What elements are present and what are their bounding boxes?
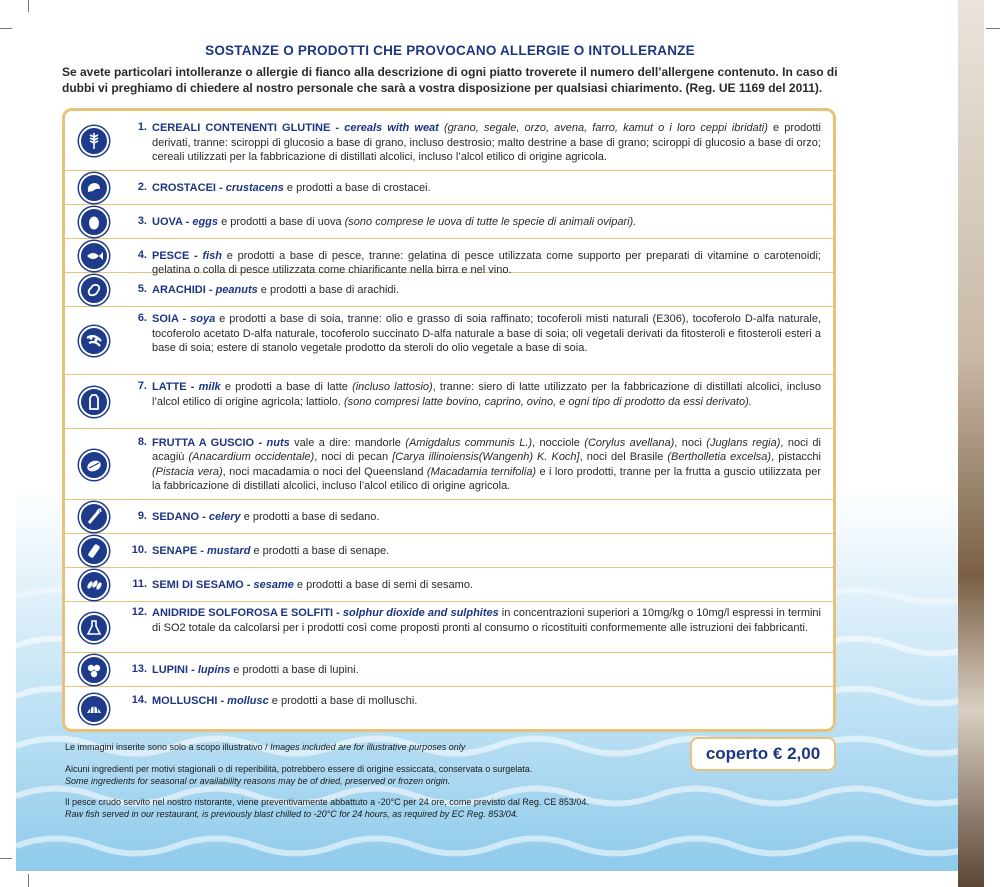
wheat-icon (79, 126, 109, 156)
allergen-name: LUPINI - (152, 663, 198, 676)
allergen-text-segment: (Bertholletia excelsa) (667, 451, 772, 463)
allergen-row (65, 500, 833, 534)
allergen-description (152, 215, 821, 230)
allergen-description (152, 578, 821, 593)
allergen-number: 7. (137, 380, 147, 393)
allergen-text-segment: , noci di pecan (314, 451, 393, 463)
allergen-description (152, 283, 821, 298)
allergen-name-en: solphur dioxide and sulphites (342, 607, 499, 619)
allergen-text-segment: , noci (674, 436, 707, 449)
allergen-text-segment: , noci macadamia o noci del Queensland (222, 465, 427, 478)
mustard-icon (79, 536, 109, 566)
sulphite-flask-icon (79, 613, 109, 643)
allergen-number: 5. (137, 282, 147, 295)
fish-note-it: Il pesce crudo servito nel nostro ristorante, viene preventivamente abbattuto a -20°C per 24 ore, come previsto dal Reg. CE 853/04. (65, 797, 589, 807)
allergen-text-segment: e prodotti a base di pesce, tranne: gelatina di pesce utilizzata come supporto per preparati di vitamine o carotenoidi; gelatina o colla di pesce utilizzata come chiarificante nella birra e nel vino. (152, 249, 821, 277)
allergen-row (65, 205, 833, 239)
allergen-name-en: fish (202, 249, 223, 262)
allergen-row (65, 534, 833, 568)
allergen-row (65, 171, 833, 205)
allergen-row (65, 653, 833, 687)
allergen-name: SOIA - (152, 313, 191, 325)
fish-icon (79, 241, 109, 271)
allergen-name-en: mollusc (227, 695, 269, 707)
allergen-row (65, 687, 833, 730)
allergen-text-segment: , pistacchi (771, 451, 821, 463)
crop-mark (986, 28, 1000, 29)
sesame-icon (79, 570, 109, 600)
allergen-text-segment: (sono compresi latte bovino, caprino, ovino, e ogni tipo di prodotto da essi derivato). (343, 395, 752, 408)
allergen-text-segment: vale a dire: mandorle (289, 436, 406, 449)
allergen-description (152, 181, 821, 196)
crop-mark (28, 874, 29, 887)
crop-mark (28, 0, 29, 12)
allergen-text-segment: e prodotti a base di semi di sesamo. (293, 578, 473, 591)
allergen-text-segment: (Anacardium occidentale) (188, 451, 315, 463)
allergen-row (65, 111, 833, 171)
allergen-row (65, 375, 833, 429)
soy-icon (79, 326, 109, 356)
allergen-name-en: celery (208, 510, 241, 523)
allergen-number: 12. (131, 606, 147, 618)
allergen-name: CROSTACEI - (152, 181, 226, 194)
allergen-row (65, 307, 833, 375)
allergen-name-en: nuts (266, 436, 290, 449)
allergen-text-segment: (Corylus avellana) (584, 436, 675, 449)
allergen-text-segment: (incluso lattosio) (352, 381, 433, 394)
allergen-text-segment: (Pistacia vera) (152, 465, 223, 478)
allergen-name-en: soya (190, 313, 216, 325)
crustacean-icon (79, 173, 109, 203)
allergen-description (152, 380, 821, 409)
footer-fish-note (65, 797, 589, 820)
allergen-text-segment: (Amigdalus communis L.) (405, 436, 533, 449)
allergen-text-segment: in concentrazioni superiori a 10mg/kg o 10mg/l espressi in termini di SO2 totale da calcolarsi per i prodotti così come proposti pronti al consumo o ricostituiti conformemente alle istruzioni dei fabbricanti. (152, 607, 821, 634)
allergen-text-segment: , tranne: siero di latte utilizzato per la fabbricazione di distillati alcolici, incluso l’alcol etilico di origine agricola; lattiolo. (152, 381, 821, 408)
allergen-name: UOVA - (152, 215, 193, 228)
allergen-text-segment: , noci di acagiù (152, 436, 821, 463)
nut-icon (79, 450, 109, 480)
allergen-name-en: crustacens (225, 181, 284, 194)
allergen-text-segment: e prodotti a base di molluschi. (268, 695, 418, 707)
season-note-it: Alcuni ingredienti per motivi stagionali o di reperibilità, potrebbero essere di origine essiccata, conservata o surgelata. (65, 764, 533, 774)
allergen-name: CEREALI CONTENENTI GLUTINE - (152, 122, 345, 134)
allergen-number: 14. (131, 694, 147, 706)
allergen-text-segment: (Macadamia ternifolia) (426, 465, 537, 478)
allergen-name: FRUTTA A GUSCIO - (152, 436, 267, 449)
allergen-list (62, 108, 836, 732)
allergen-name-en: lupins (197, 663, 231, 676)
allergen-text-segment: e prodotti a base di crostacei. (283, 181, 431, 194)
allergen-name: ANIDRIDE SOLFOROSA E SOLFITI - (152, 607, 343, 619)
crop-mark (0, 858, 12, 859)
allergen-text-segment: e i loro prodotti, tranne per la frutta a guscio utilizzata per la fabbricazione di distillati alcolici, incluso l’alcol etilico di origine agricola. (152, 465, 821, 492)
intro-paragraph: Se avete particolari intolleranze o allergie di fianco alla descrizione di ogni piatto troverete il numero dell’allergene contenuto. In caso di dubbi vi preghiamo di chiedere al nostro personale che sarà a vostra disposizione per qualsiasi chiarimento. (Reg. UE 1169 del 2011). (62, 65, 838, 95)
allergen-row (65, 602, 833, 653)
allergen-name: SENAPE - (152, 544, 208, 557)
peanut-icon (79, 275, 109, 305)
allergen-number: 13. (131, 662, 147, 675)
allergen-row (65, 429, 833, 500)
allergen-name: SEMI DI SESAMO - (152, 578, 254, 591)
allergen-name: SEDANO - (152, 510, 209, 523)
allergen-name: ARACHIDI - (152, 283, 216, 296)
allergen-text-segment: , nocciole (532, 436, 585, 449)
page-title: SOSTANZE O PRODOTTI CHE PROVOCANO ALLERGIE O INTOLLERANZE (205, 43, 695, 58)
allergen-row (65, 568, 833, 602)
allergen-name-en: mustard (207, 544, 251, 557)
shell-icon (79, 694, 109, 724)
egg-icon (79, 207, 109, 237)
allergen-number: 8. (137, 435, 147, 448)
allergen-number: 10. (131, 543, 147, 556)
allergen-text-segment: e prodotti a base di senape. (250, 544, 390, 557)
allergen-name-en: eggs (192, 215, 219, 228)
allergen-name-en: peanuts (215, 283, 258, 296)
fish-note-en: Raw fish served in our restaurant, is previously blast chilled to -20°C for 24 hours, as required by EC Reg. 853/04. (65, 808, 519, 819)
allergen-name: LATTE - (152, 381, 199, 394)
allergen-text-segment: , noci del Brasile (579, 451, 668, 463)
allergen-text-segment: (grano, segale, orzo, avena, farro, kamut o i loro ceppi ibridati) (438, 122, 768, 134)
allergen-number: 9. (137, 509, 147, 522)
allergen-row (65, 273, 833, 307)
allergen-description (152, 510, 821, 525)
celery-icon (79, 502, 109, 532)
allergen-text-segment: e prodotti a base di soia, tranne: olio e grasso di soia raffinato; tocoferoli misti naturali (E306), tocoferolo D-alfa naturale, tocoferolo acetato D-alfa naturale, tocoferolo succinato D-alfa naturale a base di soia; oli vegetali derivati da fitosteroli e fitosteroli esteri a base di soia; estere di stanolo vegetale prodotto da steroli do olio vegetale a base di soia. (152, 313, 821, 354)
allergen-description (152, 436, 821, 494)
allergen-text-segment: e prodotti derivati, tranne: sciroppi di glucosio a base di grano, incluso destrosio; malto destrine a base di grano; sciroppi di glucosio a base di orzo; cereali utilizzati per la fabbricazione di distillati alcolici, incluso l’alcol etilico di origine agricola. (152, 122, 821, 163)
footer-season-note (65, 764, 532, 787)
footer-images-note (65, 742, 465, 754)
allergen-text-segment: e prodotti a base di sedano. (240, 510, 380, 523)
allergen-name-en: milk (198, 381, 221, 394)
allergen-text-segment: e prodotti a base di latte (220, 381, 353, 394)
allergen-row (65, 239, 833, 277)
allergen-number: 4. (137, 248, 147, 261)
allergen-name-en: sesame (253, 578, 294, 591)
lupin-icon (79, 655, 109, 685)
milk-icon (79, 387, 109, 417)
allergen-description (152, 312, 821, 356)
allergen-text-segment: e prodotti a base di arachidi. (257, 283, 400, 296)
allergen-number: 3. (137, 214, 147, 227)
crop-mark (0, 28, 12, 29)
allergen-description (152, 663, 821, 678)
allergen-number: 1. (137, 121, 147, 133)
images-note-it: Le immagini inserite sono solo a scopo illustrativo / (65, 742, 271, 752)
allergen-description (152, 606, 821, 635)
allergen-text-segment: e prodotti a base di lupini. (230, 663, 359, 676)
allergen-number: 11. (132, 577, 147, 590)
allergen-text-segment: (Juglans regia) (706, 436, 781, 449)
allergen-number: 6. (137, 312, 147, 324)
allergen-text-segment: [Carya illinoiensis(Wangenh) K. Koch] (392, 451, 580, 463)
allergen-description (152, 694, 821, 709)
allergen-description (152, 121, 821, 165)
allergen-name-en: cereals with weat (344, 122, 439, 134)
food-photo-edge (958, 0, 984, 887)
season-note-en: Some ingredients for seasonal or availability reasons may be of dried, preserved or frozen origin. (65, 775, 451, 786)
allergen-name: PESCE - (152, 249, 203, 262)
allergen-text-segment: e prodotti a base di uova (218, 215, 345, 228)
allergen-text-segment: (sono comprese le uova di tutte le specie di animali ovipari). (344, 215, 637, 228)
allergen-name: MOLLUSCHI - (152, 695, 228, 707)
images-note-en: Images included are for illustrative purposes only (270, 742, 466, 752)
allergen-number: 2. (137, 180, 147, 193)
cover-charge-badge: coperto € 2,00 (690, 737, 836, 771)
allergen-description (152, 544, 821, 559)
